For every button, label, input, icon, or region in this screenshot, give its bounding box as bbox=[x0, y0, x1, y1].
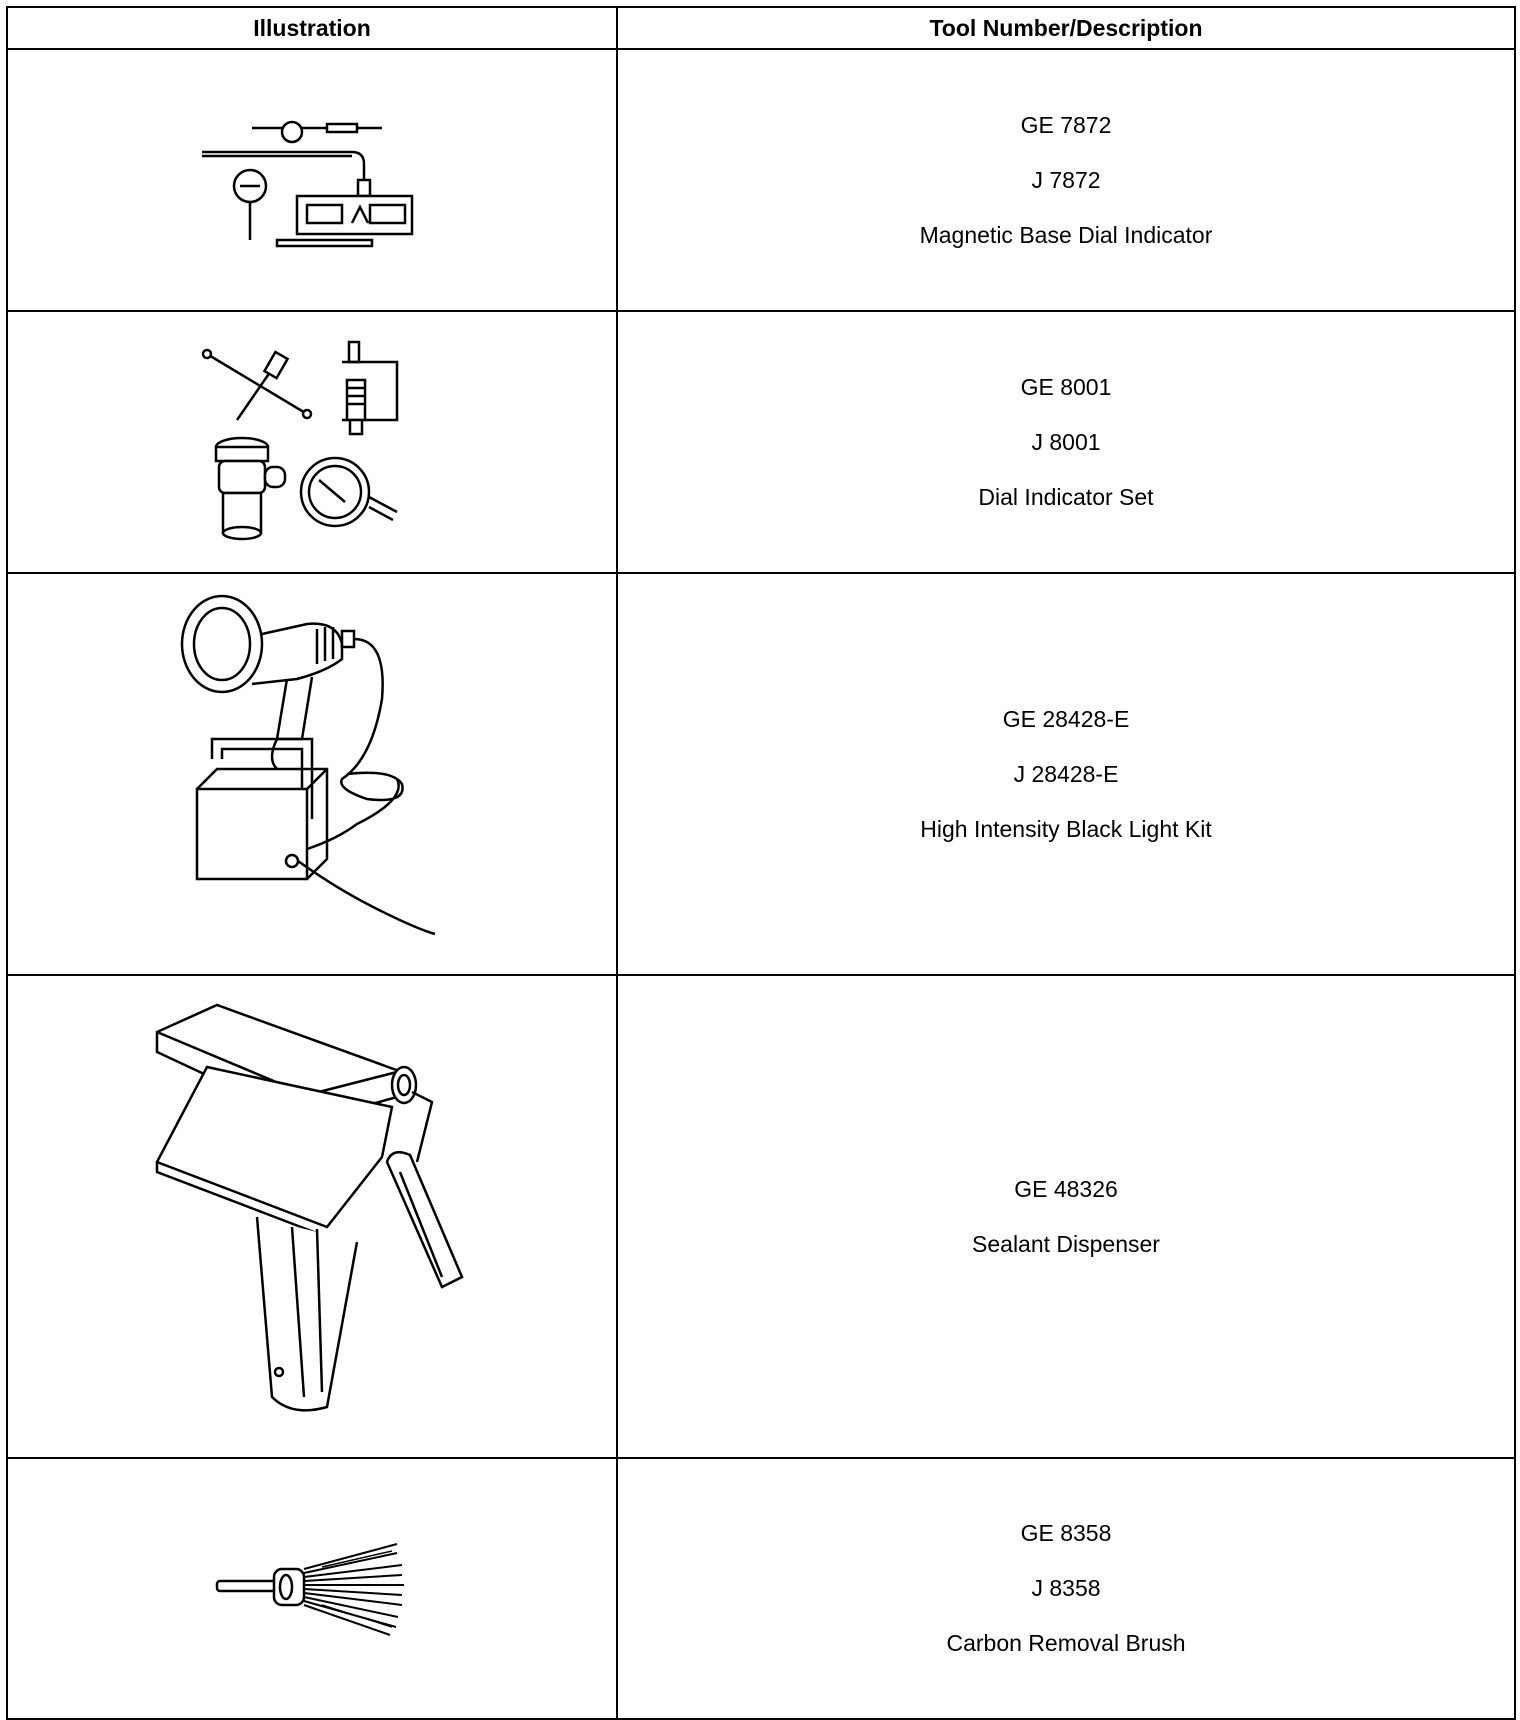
black-light-kit-icon bbox=[177, 589, 447, 959]
illustration-cell bbox=[7, 975, 617, 1458]
illustration-header: Illustration bbox=[7, 7, 617, 49]
table-header-row bbox=[7, 7, 1515, 49]
description-cell bbox=[617, 573, 1515, 975]
tool-table bbox=[6, 6, 1516, 1720]
description-cell bbox=[617, 1458, 1515, 1719]
j-tool-number: J 8358 bbox=[1031, 1575, 1101, 1601]
table-row bbox=[7, 311, 1515, 573]
description-cell bbox=[617, 311, 1515, 573]
ge-tool-number: GE 8001 bbox=[1020, 373, 1112, 400]
description-cell bbox=[617, 49, 1515, 311]
illustration-cell bbox=[7, 1458, 617, 1719]
illustration-cell bbox=[7, 573, 617, 975]
description-header: Tool Number/Description bbox=[617, 7, 1515, 49]
tool-description: Dial Indicator Set bbox=[978, 483, 1154, 510]
table-row bbox=[7, 975, 1515, 1458]
tool-description: High Intensity Black Light Kit bbox=[920, 815, 1212, 842]
j-tool-number: J 28428-E bbox=[1013, 760, 1119, 787]
table-row bbox=[7, 573, 1515, 975]
sealant-dispenser-icon bbox=[142, 997, 482, 1437]
illustration-cell bbox=[7, 49, 617, 311]
j-tool-number: J 7872 bbox=[1031, 166, 1101, 193]
ge-tool-number: GE 7872 bbox=[1020, 111, 1112, 138]
illustration-cell bbox=[7, 311, 617, 573]
magnetic-base-dial-indicator-icon bbox=[192, 110, 432, 250]
tool-description: Sealant Dispenser bbox=[972, 1230, 1160, 1257]
j-tool-number: J 8001 bbox=[1031, 428, 1101, 455]
ge-tool-number: GE 8358 bbox=[1020, 1520, 1112, 1546]
tool-description: Magnetic Base Dial Indicator bbox=[919, 221, 1213, 248]
tool-description: Carbon Removal Brush bbox=[946, 1630, 1186, 1656]
ge-tool-number: GE 28428-E bbox=[1002, 705, 1130, 732]
table-row bbox=[7, 1458, 1515, 1719]
table-row bbox=[7, 49, 1515, 311]
carbon-removal-brush-icon bbox=[212, 1539, 412, 1639]
description-cell bbox=[617, 975, 1515, 1458]
ge-tool-number: GE 48326 bbox=[1014, 1175, 1118, 1202]
dial-indicator-set-icon bbox=[197, 332, 427, 552]
